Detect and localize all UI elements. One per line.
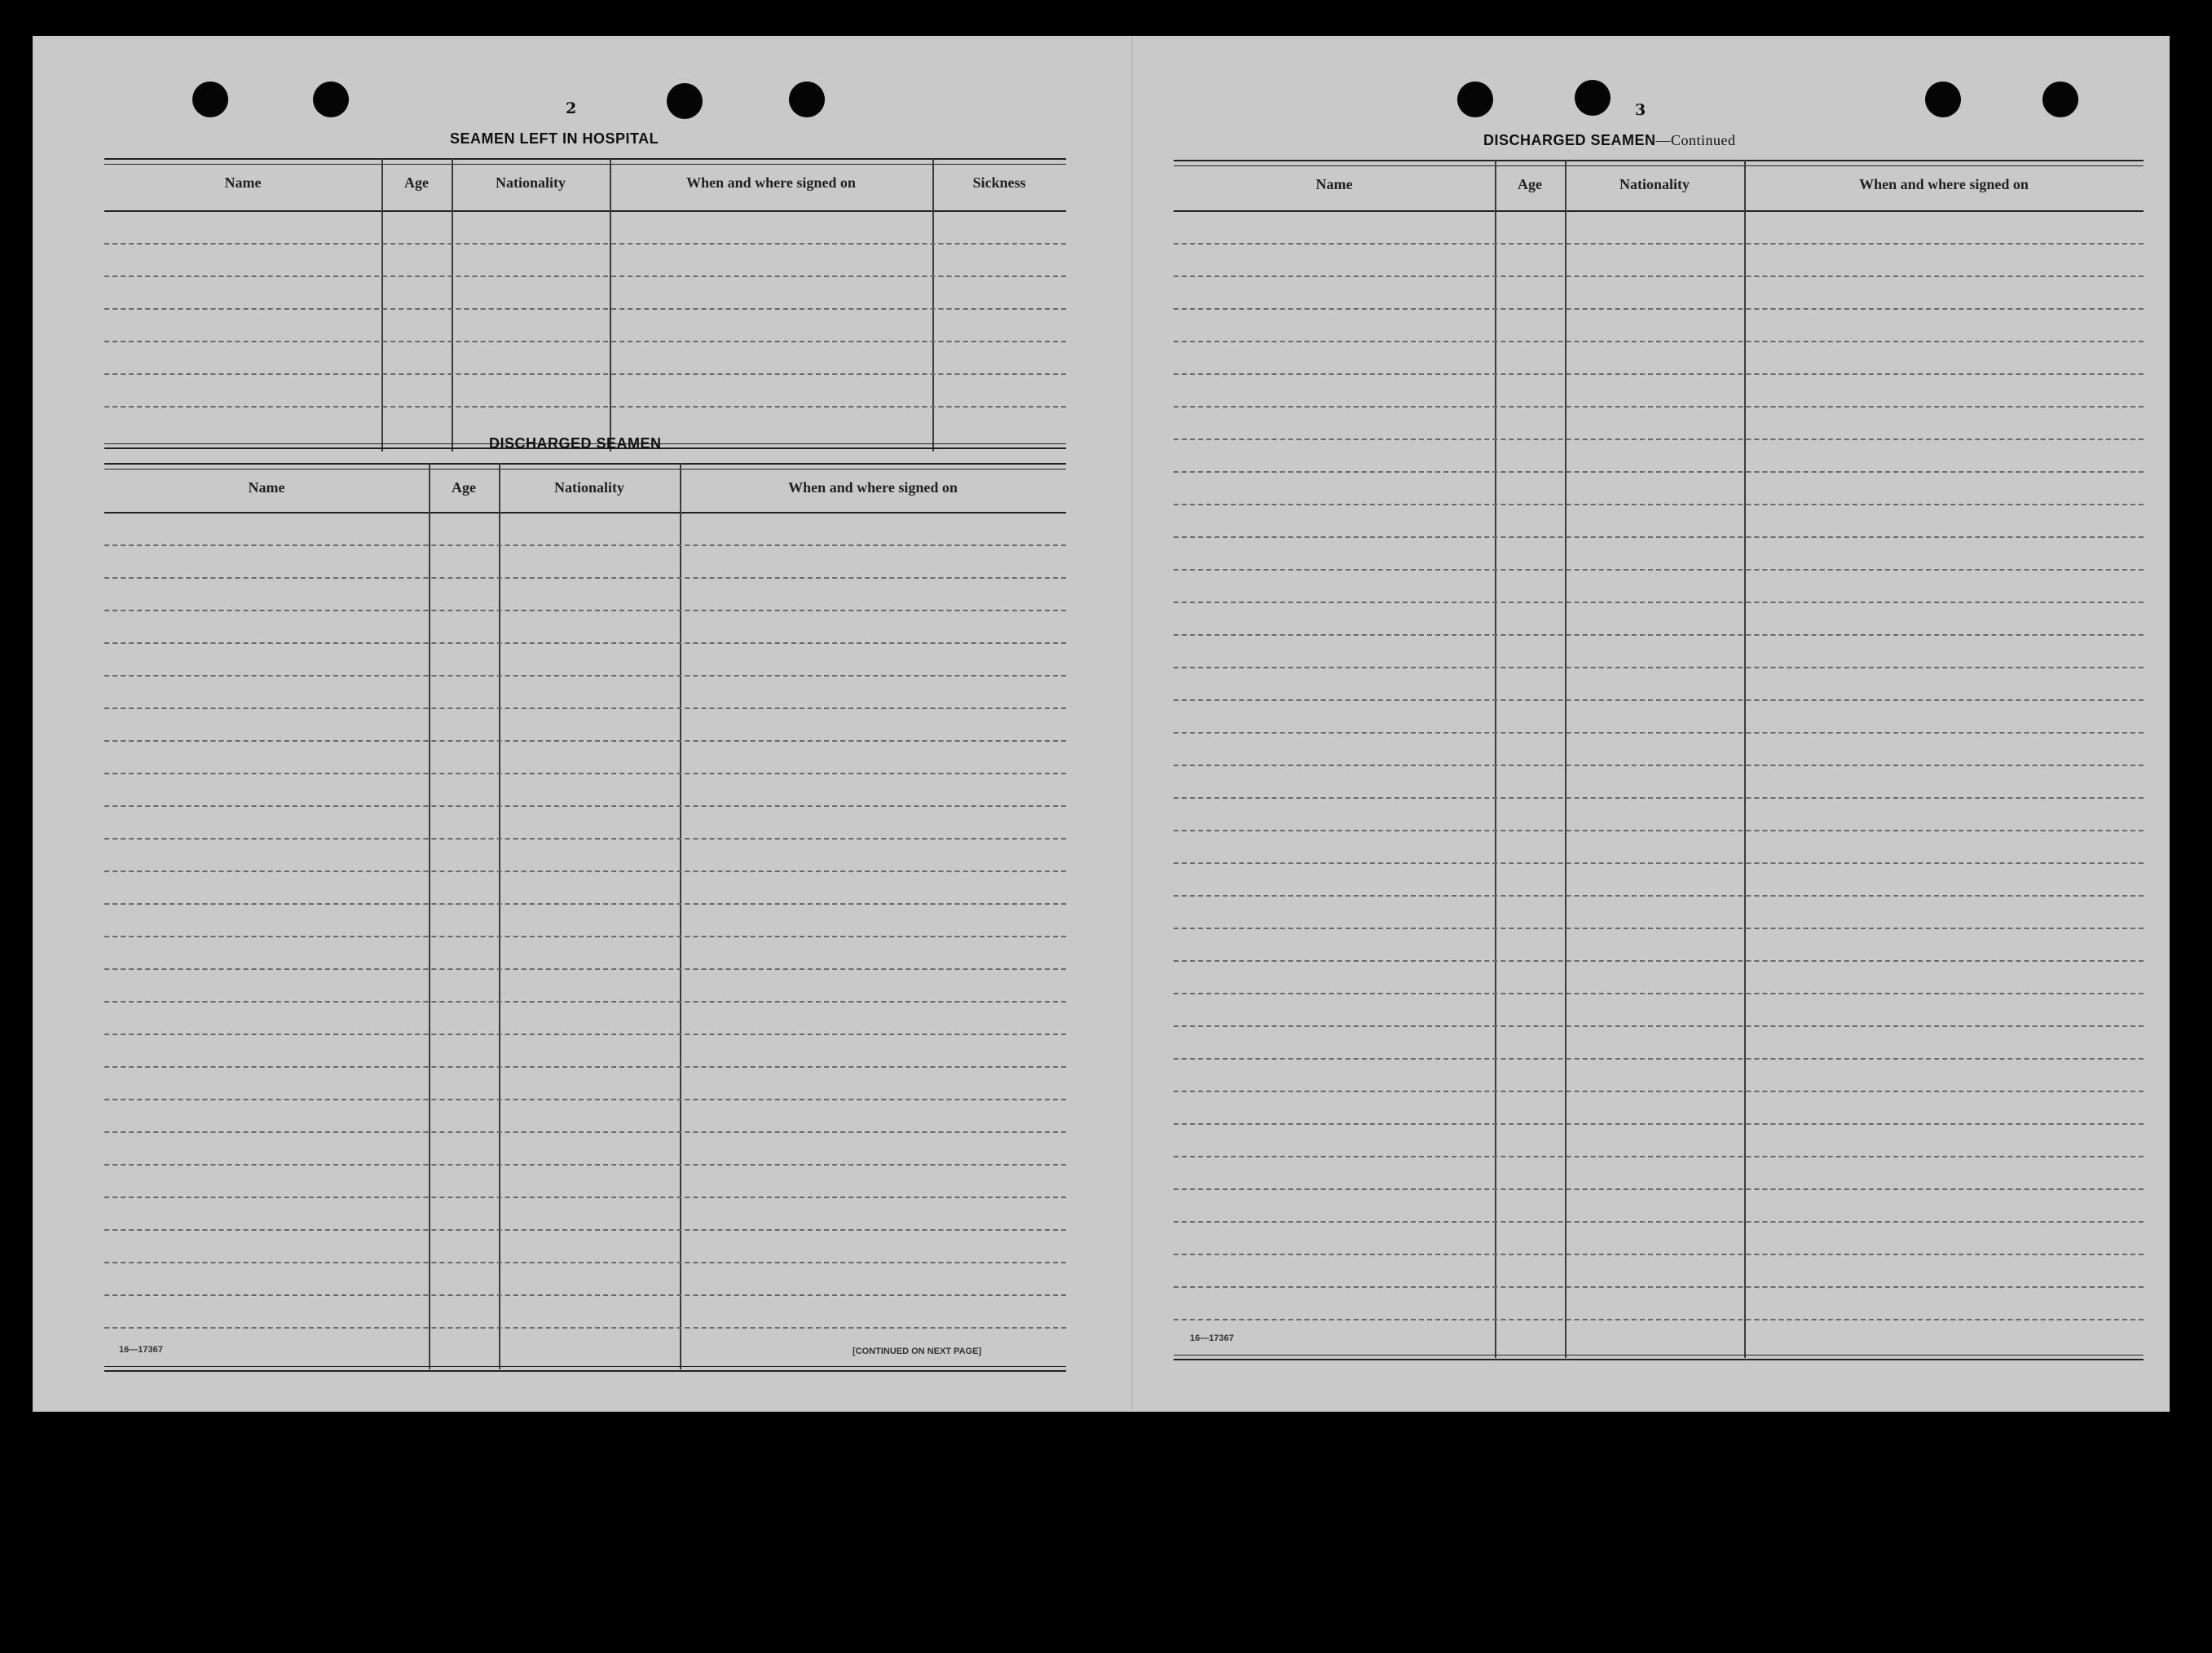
table-row <box>104 1131 1066 1133</box>
discharged-continued-title <box>1483 132 1736 149</box>
punch-hole <box>667 83 703 119</box>
table-row <box>1174 373 2144 375</box>
column-header-signed-on: When and where signed on <box>1859 176 2029 192</box>
table-row <box>104 610 1066 611</box>
table-row <box>1174 1123 2144 1125</box>
table-row <box>104 707 1066 709</box>
table-row <box>1174 1091 2144 1092</box>
column-header-nationality: Nationality <box>1619 176 1690 192</box>
table-row <box>104 544 1066 546</box>
discharged-table <box>104 463 1066 1376</box>
page-fold <box>1131 36 1133 1412</box>
form-number-left: 16—17367 <box>119 1345 163 1355</box>
table-row <box>1174 1058 2144 1060</box>
table-row <box>1174 406 2144 408</box>
column-header-name: Name <box>248 479 285 496</box>
table-row <box>1174 699 2144 701</box>
form-number-right: 16—17367 <box>1190 1333 1234 1343</box>
table-row <box>104 406 1066 408</box>
table-row <box>1174 797 2144 799</box>
table-row <box>1174 765 2144 766</box>
document-sheet <box>33 36 2170 1412</box>
column-header-nationality: Nationality <box>553 479 624 496</box>
table-row <box>1174 1319 2144 1320</box>
table-row <box>1174 1221 2144 1223</box>
table-row <box>104 1327 1066 1329</box>
table-row <box>104 577 1066 579</box>
table-row <box>1174 569 2144 571</box>
punch-hole <box>2042 82 2078 117</box>
page-number-right: 3 <box>1635 101 1646 119</box>
table-row <box>104 740 1066 742</box>
table-row <box>1174 895 2144 897</box>
table-row <box>104 968 1066 970</box>
table-row <box>104 308 1066 310</box>
table-row <box>104 1001 1066 1003</box>
table-row <box>104 936 1066 937</box>
table-row <box>104 871 1066 872</box>
page-number-left: 2 <box>566 99 577 117</box>
table-row <box>1174 471 2144 473</box>
table-row <box>1174 1254 2144 1255</box>
table-row <box>104 1164 1066 1166</box>
table-row <box>104 1197 1066 1198</box>
table-row <box>104 373 1066 375</box>
punch-hole <box>313 82 349 117</box>
table-row <box>1174 1188 2144 1190</box>
table-row <box>104 1034 1066 1035</box>
table-row <box>1174 732 2144 734</box>
table-row <box>1174 243 2144 245</box>
discharged-section-title: DISCHARGED SEAMEN <box>489 435 662 452</box>
table-row <box>104 642 1066 644</box>
table-row <box>1174 276 2144 277</box>
table-row <box>104 1229 1066 1231</box>
title-main: DISCHARGED SEAMEN <box>1483 132 1656 148</box>
table-row <box>1174 341 2144 342</box>
column-header-name: Name <box>224 174 262 191</box>
table-row <box>104 1066 1066 1068</box>
table-row <box>1174 634 2144 636</box>
table-row <box>104 675 1066 677</box>
table-row <box>104 1294 1066 1296</box>
punch-hole <box>1925 82 1961 117</box>
hospital-section-title: SEAMEN LEFT IN HOSPITAL <box>450 130 659 147</box>
hospital-table <box>104 158 1066 453</box>
table-row <box>1174 1156 2144 1157</box>
table-row <box>1174 1025 2144 1027</box>
column-header-age: Age <box>404 174 429 191</box>
column-header-age: Age <box>1518 176 1542 192</box>
table-row <box>104 243 1066 245</box>
table-row <box>1174 536 2144 538</box>
column-header-signed-on: When and where signed on <box>788 479 958 496</box>
table-row <box>1174 993 2144 994</box>
table-row <box>104 838 1066 840</box>
table-row <box>1174 504 2144 505</box>
table-row <box>1174 308 2144 310</box>
table-row <box>104 1262 1066 1263</box>
discharged-continued-table <box>1174 160 2144 1366</box>
continued-note: [CONTINUED ON NEXT PAGE] <box>853 1347 982 1356</box>
table-row <box>1174 1286 2144 1288</box>
title-continued: —Continued <box>1655 132 1736 148</box>
column-header-name: Name <box>1315 176 1353 192</box>
table-row <box>1174 960 2144 962</box>
table-row <box>104 805 1066 807</box>
table-row <box>1174 667 2144 668</box>
table-row <box>104 1099 1066 1100</box>
table-row <box>1174 830 2144 831</box>
column-header-age: Age <box>452 479 476 496</box>
column-header-sickness: Sickness <box>972 174 1026 191</box>
table-row <box>104 341 1066 342</box>
table-row <box>104 773 1066 774</box>
table-row <box>1174 928 2144 929</box>
column-header-signed-on: When and where signed on <box>686 174 856 191</box>
punch-hole <box>1575 80 1611 116</box>
column-header-nationality: Nationality <box>495 174 566 191</box>
punch-hole <box>789 82 825 117</box>
punch-hole <box>1457 82 1493 117</box>
table-row <box>1174 862 2144 864</box>
table-row <box>1174 602 2144 603</box>
table-row <box>104 276 1066 277</box>
table-row <box>104 903 1066 905</box>
table-row <box>1174 439 2144 440</box>
punch-hole <box>192 82 228 117</box>
